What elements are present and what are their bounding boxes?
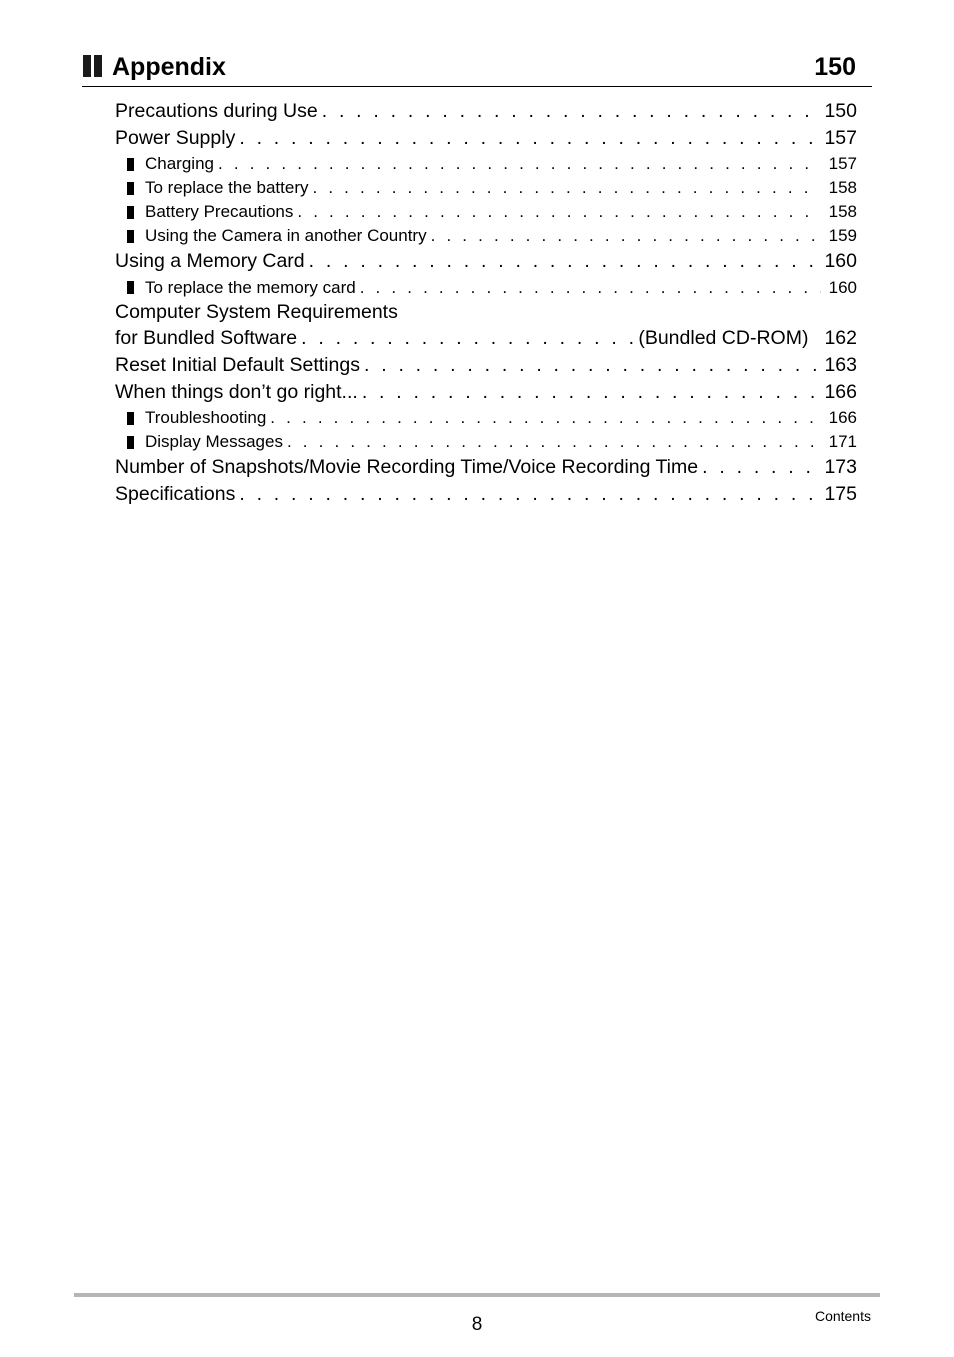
section-header bbox=[82, 50, 872, 87]
toc-entry[interactable] bbox=[115, 152, 857, 176]
table-of-contents bbox=[115, 98, 857, 509]
toc-entry-page: 157 bbox=[824, 127, 857, 150]
toc-entry-page: 160 bbox=[824, 250, 857, 273]
section-marker-icon bbox=[83, 55, 103, 77]
toc-entry-page: 163 bbox=[824, 353, 857, 376]
section-page-number: 150 bbox=[814, 53, 856, 81]
toc-entry-label: Using a Memory Card bbox=[115, 250, 305, 273]
toc-entry[interactable] bbox=[115, 224, 857, 248]
bullet-icon bbox=[127, 206, 134, 219]
toc-entry-page: 162 bbox=[824, 326, 857, 349]
toc-entry[interactable] bbox=[115, 300, 857, 325]
toc-entry-label: To replace the battery bbox=[145, 178, 309, 198]
footer-section-label: Contents bbox=[814, 1308, 871, 1324]
toc-entry-label: Number of Snapshots/Movie Recording Time/Voice Recording Time bbox=[115, 456, 699, 479]
toc-entry-label: Troubleshooting bbox=[145, 408, 267, 428]
leader-dots bbox=[297, 325, 638, 352]
toc-entry[interactable] bbox=[115, 352, 857, 379]
toc-entry-label: Battery Precautions bbox=[145, 202, 294, 222]
toc-entry-page: 158 bbox=[828, 178, 857, 198]
toc-entry-page: 166 bbox=[828, 408, 857, 428]
toc-entry[interactable] bbox=[115, 454, 857, 481]
bullet-icon bbox=[127, 436, 134, 449]
toc-entry[interactable] bbox=[115, 379, 857, 406]
toc-entry[interactable] bbox=[115, 98, 857, 125]
toc-entry-label: Using the Camera in another Country bbox=[145, 226, 427, 246]
toc-entry-label: Precautions during Use bbox=[115, 100, 318, 122]
leader-dots bbox=[283, 430, 821, 454]
toc-entry-page: 159 bbox=[828, 226, 857, 246]
leader-dots bbox=[293, 200, 820, 224]
bullet-icon bbox=[127, 182, 134, 195]
toc-entry-page: 166 bbox=[824, 380, 857, 403]
bullet-icon bbox=[127, 230, 134, 243]
toc-entry[interactable] bbox=[115, 325, 857, 352]
toc-entry-label: Display Messages bbox=[145, 432, 283, 452]
toc-entry-page: 157 bbox=[828, 154, 857, 174]
toc-entry-note: (Bundled CD-ROM) bbox=[638, 326, 809, 349]
toc-entry-page: 160 bbox=[828, 277, 857, 297]
toc-entry[interactable] bbox=[115, 430, 857, 454]
footer-divider bbox=[74, 1293, 880, 1297]
leader-dots bbox=[356, 276, 821, 300]
toc-entry-label: Charging bbox=[145, 154, 214, 174]
toc-entry-label: To replace the memory card bbox=[145, 277, 356, 297]
toc-entry[interactable] bbox=[115, 276, 857, 300]
leader-dots bbox=[308, 176, 820, 200]
bullet-icon bbox=[127, 412, 134, 425]
leader-dots bbox=[318, 98, 817, 125]
toc-entry-page: 158 bbox=[828, 202, 857, 222]
bullet-icon bbox=[127, 281, 134, 294]
leader-dots bbox=[235, 125, 816, 152]
footer-page-number: 8 bbox=[471, 1314, 483, 1335]
leader-dots bbox=[305, 248, 817, 275]
leader-dots bbox=[235, 481, 816, 508]
toc-entry-page: 173 bbox=[824, 456, 857, 479]
toc-entry-label: Reset Initial Default Settings bbox=[115, 353, 360, 376]
toc-entry[interactable] bbox=[115, 406, 857, 430]
toc-entry-label: Power Supply bbox=[115, 127, 236, 150]
toc-entry[interactable] bbox=[115, 248, 857, 275]
toc-entry-label: When things don’t go right... bbox=[115, 380, 358, 403]
leader-dots bbox=[214, 152, 821, 176]
toc-entry-label: for Bundled Software bbox=[115, 326, 298, 349]
toc-entry[interactable] bbox=[115, 200, 857, 224]
leader-dots bbox=[698, 454, 816, 481]
leader-dots bbox=[427, 224, 821, 248]
bullet-icon bbox=[127, 158, 134, 171]
toc-entry[interactable] bbox=[115, 176, 857, 200]
toc-entry-label: Computer System Requirements bbox=[115, 300, 398, 323]
toc-entry-page: 171 bbox=[828, 432, 857, 452]
toc-entry-label: Specifications bbox=[115, 483, 236, 506]
leader-dots bbox=[266, 406, 820, 430]
leader-dots bbox=[358, 379, 817, 406]
toc-entry-page: 175 bbox=[824, 483, 857, 506]
toc-entry[interactable] bbox=[115, 481, 857, 508]
leader-dots bbox=[360, 352, 816, 379]
toc-entry[interactable] bbox=[115, 125, 857, 152]
toc-entry-page: 150 bbox=[824, 100, 857, 122]
section-title: Appendix bbox=[112, 53, 226, 81]
